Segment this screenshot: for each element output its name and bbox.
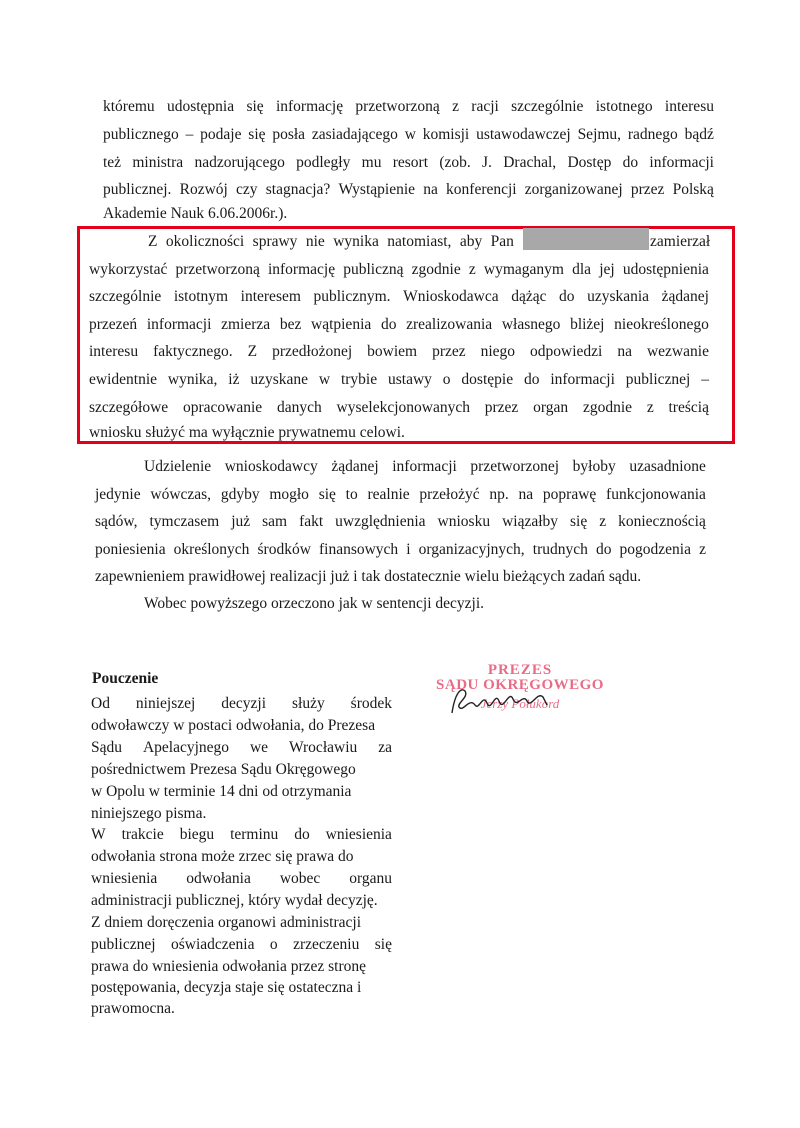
pouczenie-line: niniejszego pisma. bbox=[91, 805, 207, 822]
pouczenie-line: Sądu Apelacyjnego we Wrocławiu za bbox=[91, 739, 392, 756]
pouczenie-line: publicznej oświadczenia o zrzeczeniu się bbox=[91, 936, 392, 953]
p2-line-7: szczegółowe opracowanie danych wyselekcjonowanych przez organ zgodnie z treścią bbox=[89, 399, 709, 416]
p3-line-1: Udzielenie wnioskodawcy żądanej informacji przetworzonej byłoby uzasadnione bbox=[144, 458, 706, 475]
p3-line-3: sądów, tymczasem już sam fakt uwzględnienia wniosku wiązałby się z koniecznością bbox=[95, 513, 706, 530]
pouczenie-line: administracji publicznej, który wydał decyzję. bbox=[91, 892, 378, 909]
pouczenie-line: wniesienia odwołania wobec organu bbox=[91, 870, 392, 887]
p3-line-5: zapewnieniem prawidłowej realizacji już i tak dostatecznie wielu bieżących zadań sądu. bbox=[95, 568, 642, 585]
paragraph-4: Wobec powyższego orzeczono jak w sentencji decyzji. bbox=[144, 595, 485, 612]
p2-line-5: interesu faktycznego. Z przedłożonej bowiem przez niego odpowiedzi na wezwanie bbox=[89, 343, 709, 360]
p1-line-1: któremu udostępnia się informację przetworzoną z racji szczególnie istotnego interesu bbox=[103, 98, 714, 115]
pouczenie-line: prawa do wniesienia odwołania przez stronę bbox=[91, 958, 367, 975]
p3-line-2: jedynie wówczas, gdyby mogło się to realnie przełożyć np. na poprawę funkcjonowania bbox=[95, 486, 706, 503]
p2-line-4: przezeń informacji zmierza bez wątpienia do zrealizowania własnego bliżej nieokreślonego bbox=[89, 316, 709, 333]
signature bbox=[447, 683, 557, 723]
pouczenie-line: Od niniejszej decyzji służy środek bbox=[91, 695, 392, 712]
p2-line-1-before: Z okoliczności sprawy nie wynika natomiast, aby Pan bbox=[148, 233, 514, 250]
pouczenie-line: prawomocna. bbox=[91, 1000, 175, 1017]
pouczenie-line: pośrednictwem Prezesa Sądu Okręgowego bbox=[91, 761, 356, 778]
p1-line-2: publicznego – podaje się posła zasiadającego w komisji ustawodawczej Sejmu, radnego bądź bbox=[103, 126, 714, 143]
p2-line-6: ewidentnie wynika, iż uzyskane w trybie ustawy o dostępie do informacji publicznej – bbox=[89, 371, 709, 388]
stamp-court: SĄDU OKRĘGOWEGO bbox=[436, 677, 604, 693]
stamp-title: PREZES bbox=[487, 662, 553, 678]
stamp-name: Jerzy Połukord bbox=[480, 696, 560, 711]
pouczenie-line: odwołania strona może zrzec się prawa do bbox=[91, 848, 354, 865]
p3-line-4: poniesienia określonych środków finansowych i organizacyjnych, trudnych do pogodzenia z bbox=[95, 541, 706, 558]
redacted-name bbox=[523, 228, 649, 250]
p1-line-3: też ministra nadzorującego podległy mu resort (zob. J. Drachal, Dostęp do informacji bbox=[103, 154, 714, 171]
pouczenie-line: odwoławczy w postaci odwołania, do Prezesa bbox=[91, 717, 376, 734]
pouczenie-line: w Opolu w terminie 14 dni od otrzymania bbox=[91, 783, 352, 800]
p2-line-2: wykorzystać przetworzoną informację publiczną zgodnie z wymaganym dla jej udostępnienia bbox=[89, 261, 709, 278]
pouczenie-title: Pouczenie bbox=[92, 670, 159, 687]
pouczenie-line: postępowania, decyzja staje się ostateczna i bbox=[91, 979, 362, 996]
p1-line-5: Akademie Nauk 6.06.2006r.). bbox=[103, 205, 288, 222]
pouczenie-line: Z dniem doręczenia organowi administracji bbox=[91, 914, 362, 931]
p2-line-3: szczególnie istotnym interesem publicznym. Wnioskodawca dążąc do uzyskania żądanej bbox=[89, 288, 709, 305]
p1-line-4: publicznej. Rozwój czy stagnacja? Wystąpienie na konferencji zorganizowanej przez Polską bbox=[103, 181, 714, 198]
pouczenie-line: W trakcie biegu terminu do wniesienia bbox=[91, 826, 392, 843]
p2-line-1-after: zamierzał bbox=[650, 233, 711, 250]
p2-line-8: wniosku służyć ma wyłącznie prywatnemu celowi. bbox=[89, 424, 405, 441]
